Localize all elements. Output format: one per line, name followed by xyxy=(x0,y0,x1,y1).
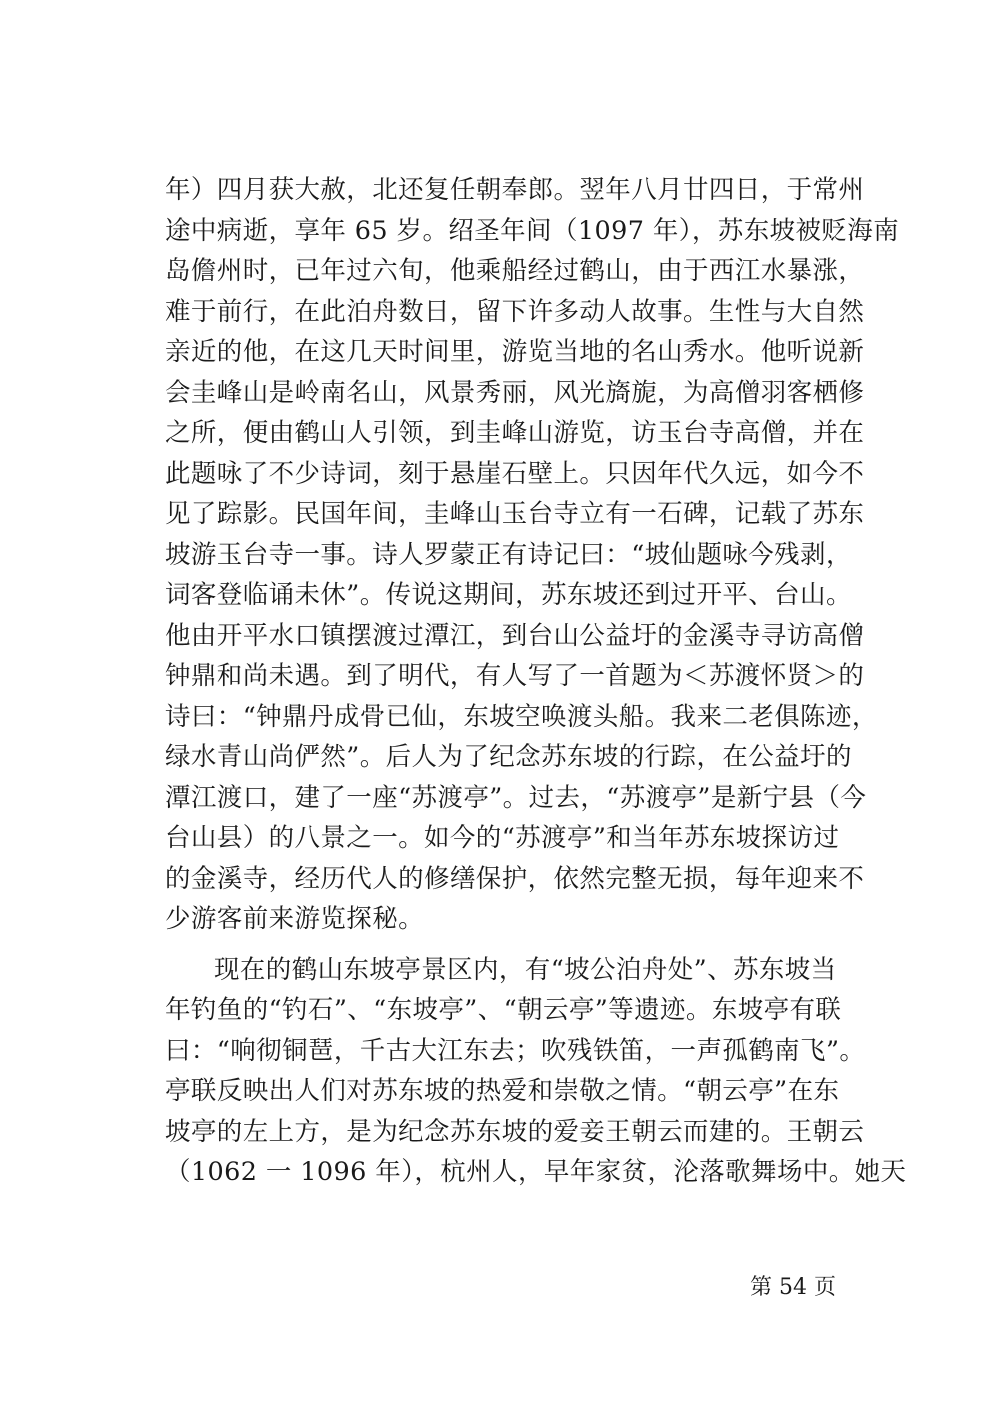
document-body xyxy=(165,170,907,1193)
text-line: 亲近的他，在这几天时间里，游览当地的名山秀水。他听说新 xyxy=(165,337,865,367)
text-line: 坡亭的左上方，是为纪念苏东坡的爱妾王朝云而建的。王朝云 xyxy=(165,1116,865,1147)
text-line: 的金溪寺，经历代人的修缮保护，依然完整无损，每年迎来不 xyxy=(165,863,865,894)
text-line: 岛儋州时，已年过六旬，他乘船经过鹤山，由于西江水暴涨， xyxy=(165,256,865,286)
text-line: 现在的鹤山东坡亭景区内，有“坡公泊舟处”、苏东坡当 xyxy=(214,954,837,985)
text-line: 他由开平水口镇摆渡过潭江，到台山公益圩的金溪寺寻访高僧 xyxy=(165,620,865,651)
text-line: 少游客前来游览探秘。 xyxy=(165,904,425,934)
text-line: （1062 一 1096 年），杭州人，早年家贫，沦落歌舞场中。她天 xyxy=(165,1157,907,1187)
text-line: 此题咏了不少诗词，刻于悬崖石壁上。只因年代久远，如今不 xyxy=(165,458,865,489)
text-line: 词客登临诵未休”。传说这期间，苏东坡还到过开平、台山。 xyxy=(165,580,852,610)
paragraph xyxy=(165,950,907,1193)
text-line: 难于前行，在此泊舟数日，留下许多动人故事。生性与大自然 xyxy=(165,296,865,327)
page-number: 第 54 页 xyxy=(750,1275,836,1300)
text-line: 绿水青山尚俨然”。后人为了纪念苏东坡的行踪，在公益圩的 xyxy=(165,742,852,772)
text-line: 坡游玉台寺一事。诗人罗蒙正有诗记曰：“坡仙题咏今残剥， xyxy=(165,539,852,570)
text-line: 诗曰：“钟鼎丹成骨已仙，东坡空唤渡头船。我来二老俱陈迹， xyxy=(165,701,878,732)
text-line: 亭联反映出人们对苏东坡的热爱和崇敬之情。“朝云亭”在东 xyxy=(165,1076,840,1106)
text-line: 钟鼎和尚未遇。到了明代，有人写了一首题为＜苏渡怀贤＞的 xyxy=(165,661,865,691)
text-line: 年钓鱼的“钓石”、“东坡亭”、“朝云亭”等遗迹。东坡亭有联 xyxy=(165,995,842,1025)
text-line: 潭江渡口，建了一座“苏渡亭”。过去，“苏渡亭”是新宁县（今 xyxy=(165,782,867,813)
text-line: 见了踪影。民国年间，圭峰山玉台寺立有一石碑，记载了苏东 xyxy=(165,499,865,529)
text-line: 曰：“响彻铜琶，千古大江东去；吹残铁笛，一声孤鹤南飞”。 xyxy=(165,1035,866,1066)
text-line: 之所，便由鹤山人引领，到圭峰山游览，访玉台寺高僧，并在 xyxy=(165,418,865,448)
text-line: 途中病逝，享年 65 岁。绍圣年间（1097 年），苏东坡被贬海南 xyxy=(165,215,900,246)
text-line: 会圭峰山是岭南名山，风景秀丽，风光旖旎，为高僧羽客栖修 xyxy=(165,377,865,408)
text-line: 台山县）的八景之一。如今的“苏渡亭”和当年苏东坡探访过 xyxy=(165,823,840,853)
text-line: 年）四月获大赦，北还复任朝奉郎。翌年八月廿四日，于常州 xyxy=(165,175,865,205)
paragraph xyxy=(165,170,900,940)
